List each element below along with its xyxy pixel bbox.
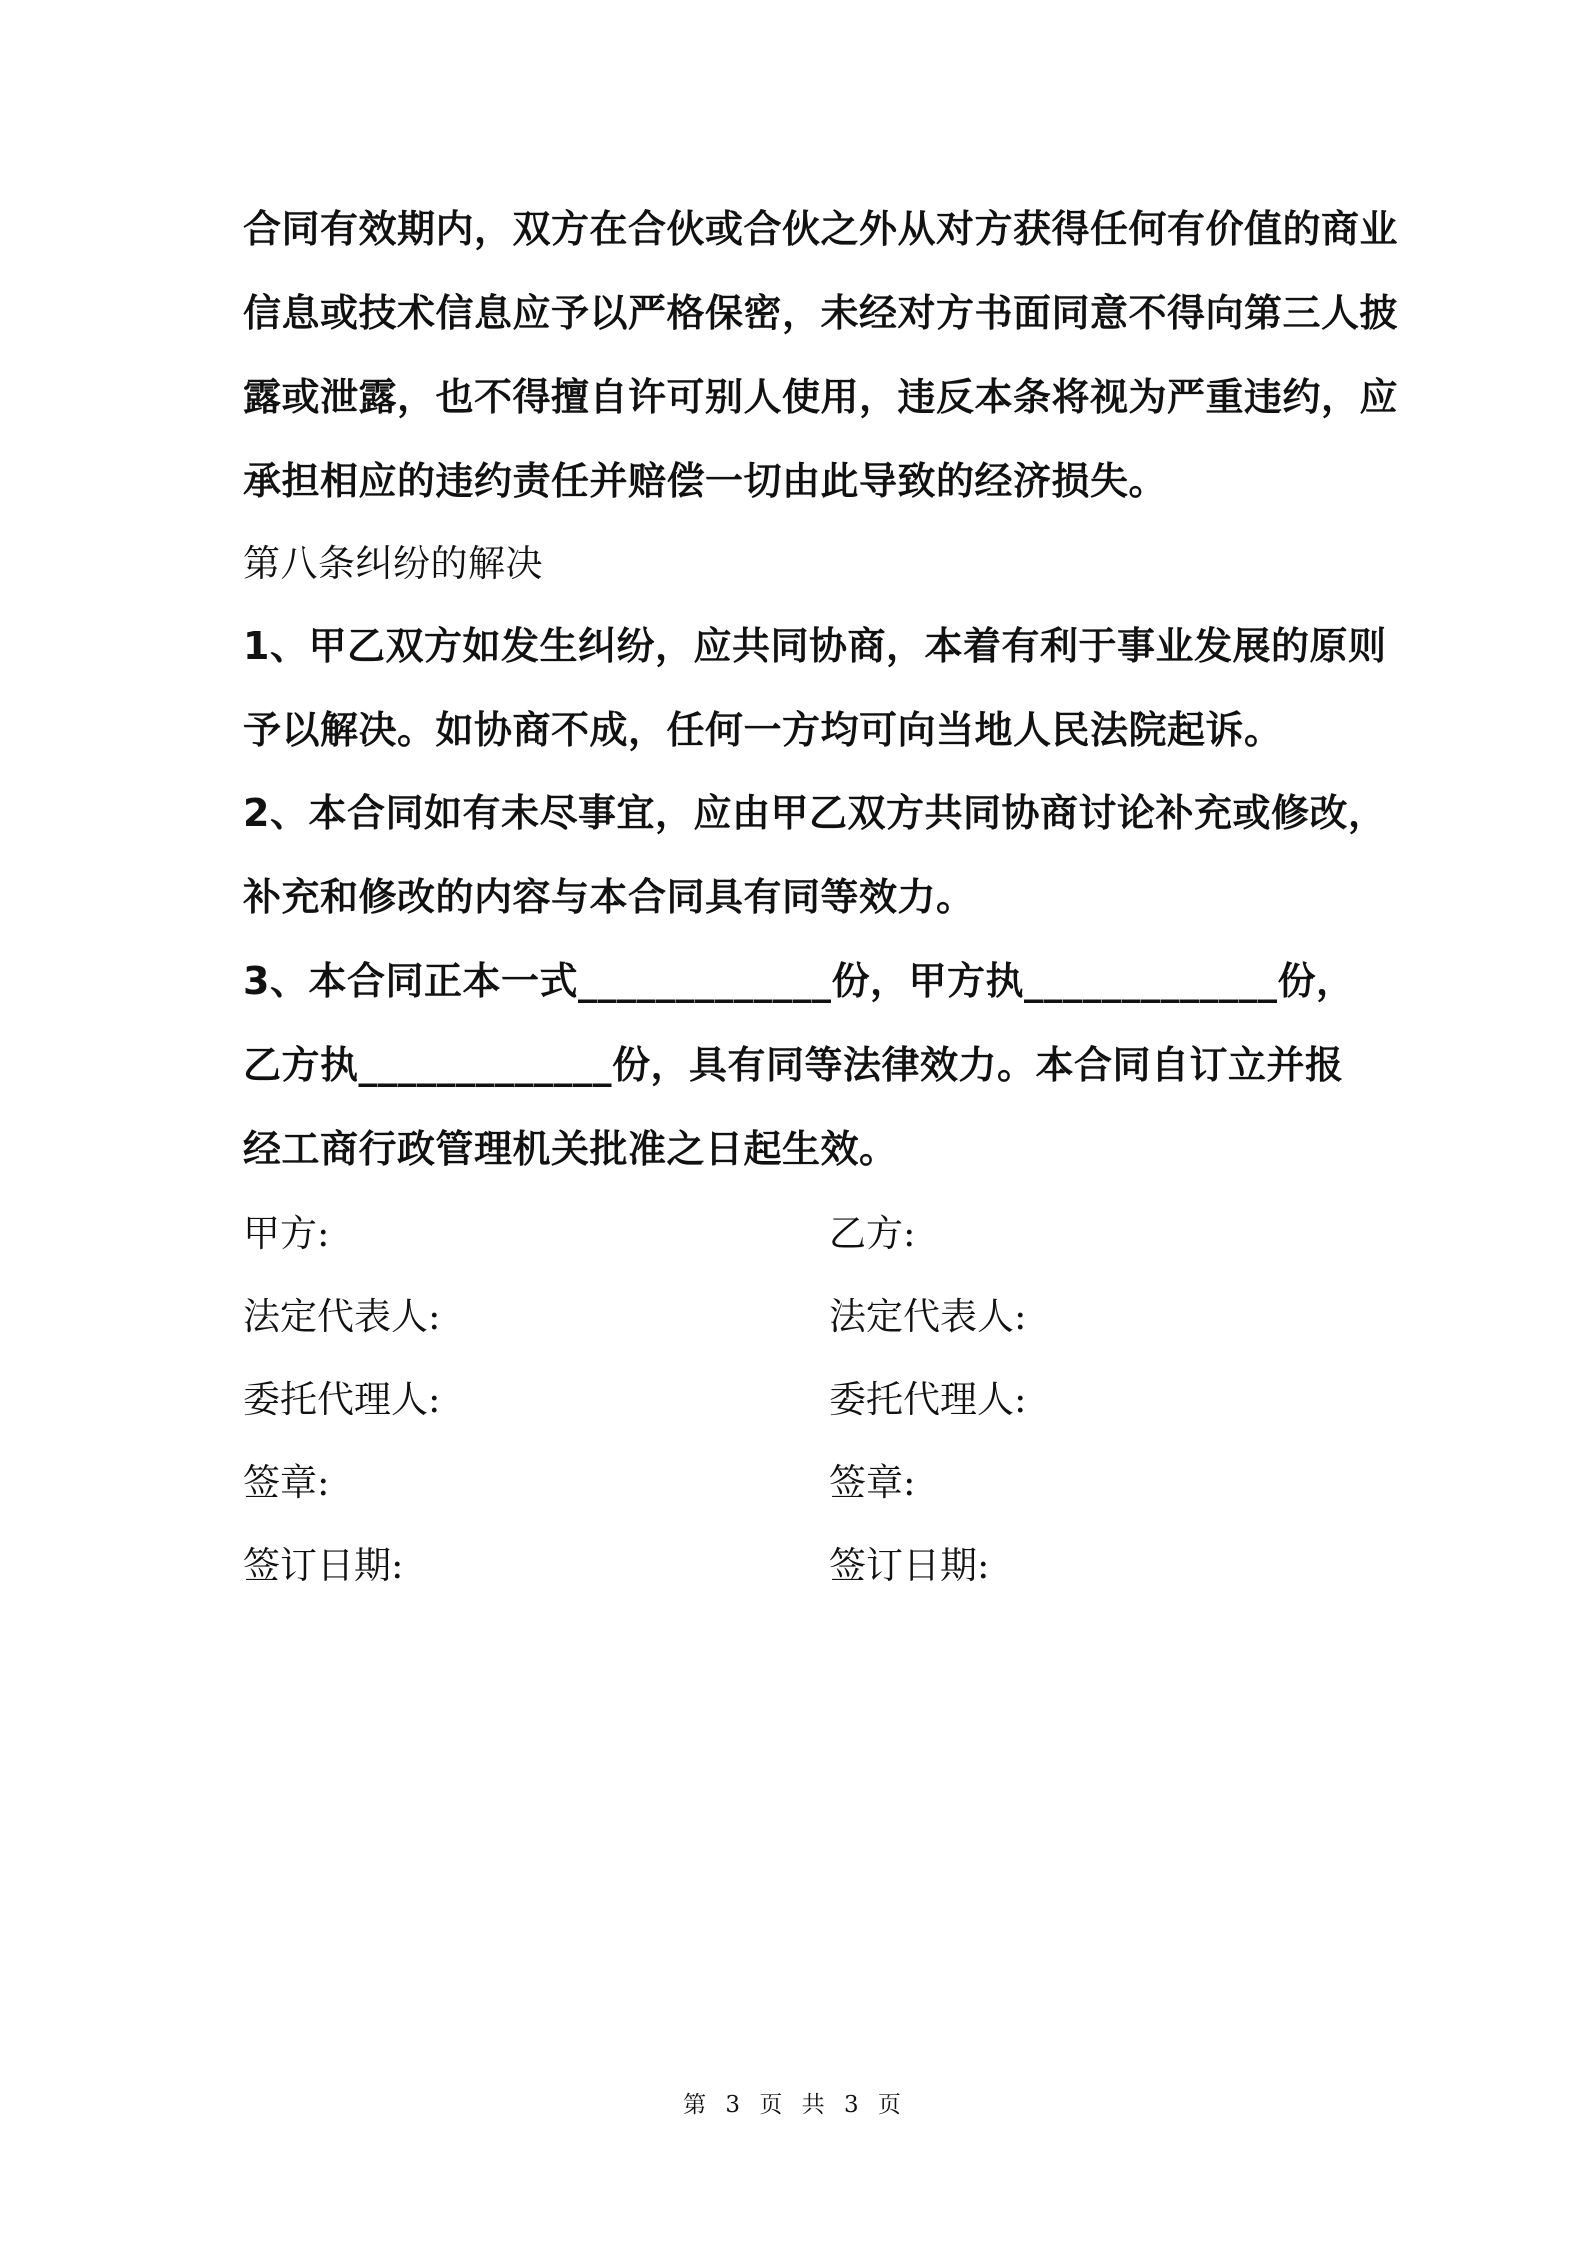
party-a-legal-rep: 法定代表人: [243,1295,441,1338]
item1-line-1: 1、甲乙双方如发生纠纷，应共同协商，本着有利于事业发展的原则 [243,624,1387,668]
item2-line-2: 补充和修改的内容与本合同具有同等效力。 [243,875,975,919]
item3-line-1: 3、本合同正本一式_____________份，甲方执_____________份， [243,959,1355,1003]
party-b-label: 乙方: [829,1212,916,1255]
party-b-agent: 委托代理人: [829,1378,1027,1421]
item3-line-2: 乙方执_____________份，具有同等法律效力。本合同自订立并报 [243,1043,1344,1087]
party-b-legal-rep: 法定代表人: [829,1295,1027,1338]
confidentiality-line-4: 承担相应的违约责任并赔偿一切由此导致的经济损失。 [243,459,1168,503]
item1-line-2: 予以解决。如协商不成，任何一方均可向当地人民法院起诉。 [243,708,1283,752]
item3-line-3: 经工商行政管理机关批准之日起生效。 [243,1127,898,1171]
item2-line-1: 2、本合同如有未尽事宜，应由甲乙双方共同协商讨论补充或修改， [243,791,1387,835]
confidentiality-line-2: 信息或技术信息应予以严格保密，未经对方书面同意不得向第三人披 [243,291,1399,335]
party-b-sign-date: 签订日期: [829,1544,990,1587]
section-heading: 第八条纠纷的解决 [243,542,543,585]
confidentiality-line-1: 合同有效期内，双方在合伙或合伙之外从对方获得任何有价值的商业 [243,207,1399,251]
page-number: 第 3 页 共 3 页 [683,2092,903,2118]
party-a-seal: 签章: [243,1461,330,1504]
party-a-agent: 委托代理人: [243,1378,441,1421]
party-a-label: 甲方: [243,1212,330,1255]
confidentiality-line-3: 露或泄露，也不得擅自许可别人使用，违反本条将视为严重违约，应 [243,375,1399,419]
party-b-seal: 签章: [829,1461,916,1504]
party-a-sign-date: 签订日期: [243,1544,404,1587]
